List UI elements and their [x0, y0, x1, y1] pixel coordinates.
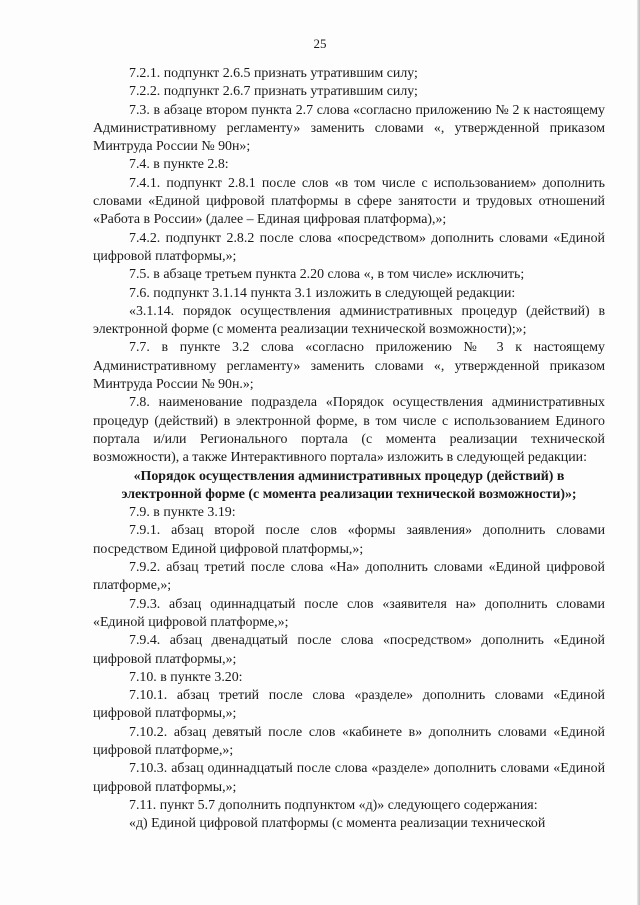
paragraph-7-7: 7.7. в пункте 3.2 слова «согласно приложению № 3 к настоящему Административному регламенту» заменить словами «, утвержденной приказом Минтруда России № 90н.»; — [93, 340, 605, 393]
paragraph-7-9: 7.9. в пункте 3.19: — [129, 505, 236, 521]
paragraph-7-2-1: 7.2.1. подпункт 2.6.5 признать утратившим силу; — [129, 66, 418, 81]
paragraph-7-10-1: 7.10.1. абзац третий после слова «разделе» дополнить словами «Единой цифровой платформы,»; — [93, 688, 605, 722]
paragraph-7-9-2: 7.9.2. абзац третий после слова «На» дополнить словами «Единой цифровой платформе,»; — [93, 560, 605, 594]
paragraph-7-10-2: 7.10.2. абзац девятый после слов «кабинете в» дополнить словами «Единой цифровой платформе,»; — [93, 724, 605, 758]
document-body — [93, 65, 605, 833]
paragraph-7-9-1: 7.9.1. абзац второй после слов «формы заявления» дополнить словами посредством Единой цифровой платформы,»; — [93, 523, 605, 557]
paragraph-7-8: 7.8. наименование подраздела «Порядок осуществления административных процедур (действий) в электронной форме, в том числе с использованием Единого портала и/или Регионального портала (с момента реализации технической возможности), а также Интерактивного портала» изложить в следующей редакции: — [93, 395, 605, 466]
paragraph-d: «д) Единой цифровой платформы (с момента реализации технической — [129, 816, 546, 832]
paragraph-7-9-4: 7.9.4. абзац двенадцатый после слова «посредством» дополнить «Единой цифровой платформы,»; — [93, 633, 605, 667]
paragraph-7-6: 7.6. подпункт 3.1.14 пункта 3.1 изложить в следующей редакции: — [129, 285, 516, 301]
paragraph-7-10: 7.10. в пункте 3.20: — [129, 669, 243, 685]
paragraph-7-10-3: 7.10.3. абзац одиннадцатый после слова «разделе» дополнить словами «Единой цифровой платформы,»; — [93, 761, 605, 795]
subsection-heading: «Порядок осуществления административных процедур (действий) в электронной форме (с момента реализации технической возможности)»; — [121, 468, 577, 502]
paragraph-7-11: 7.11. пункт 5.7 дополнить подпунктом «д)» следующего содержания: — [129, 797, 538, 813]
paragraph-7-2-2: 7.2.2. подпункт 2.6.7 признать утратившим силу; — [129, 84, 418, 100]
paragraph-7-9-3: 7.9.3. абзац одиннадцатый после слов «заявителя на» дополнить словами «Единой цифровой платформе,»; — [93, 596, 605, 630]
paragraph-7-4: 7.4. в пункте 2.8: — [129, 157, 229, 173]
paragraph-7-5: 7.5. в абзаце третьем пункта 2.20 слова «, в том числе» исключить; — [129, 267, 525, 283]
paragraph-7-3: 7.3. в абзаце втором пункта 2.7 слова «согласно приложению № 2 к настоящему Административному регламенту» заменить словами «, утвержденной приказом Минтруда России № 90н»; — [93, 102, 605, 155]
paragraph-3-1-14: «3.1.14. порядок осуществления административных процедур (действий) в электронной форме (с момента реализации технической возможности);»; — [93, 303, 605, 338]
paragraph-7-4-1: 7.4.1. подпункт 2.8.1 после слов «в том числе с использованием» дополнить словами «Единой цифровой платформы в сфере занятости и трудовых отношений «Работа в России» (далее – Единая цифровая платформа),»; — [93, 175, 605, 228]
paragraph-7-4-2: 7.4.2. подпункт 2.8.2 после слова «посредством» дополнить словами «Единой цифровой платформы,»; — [93, 230, 605, 264]
page-number: 25 — [313, 36, 327, 51]
